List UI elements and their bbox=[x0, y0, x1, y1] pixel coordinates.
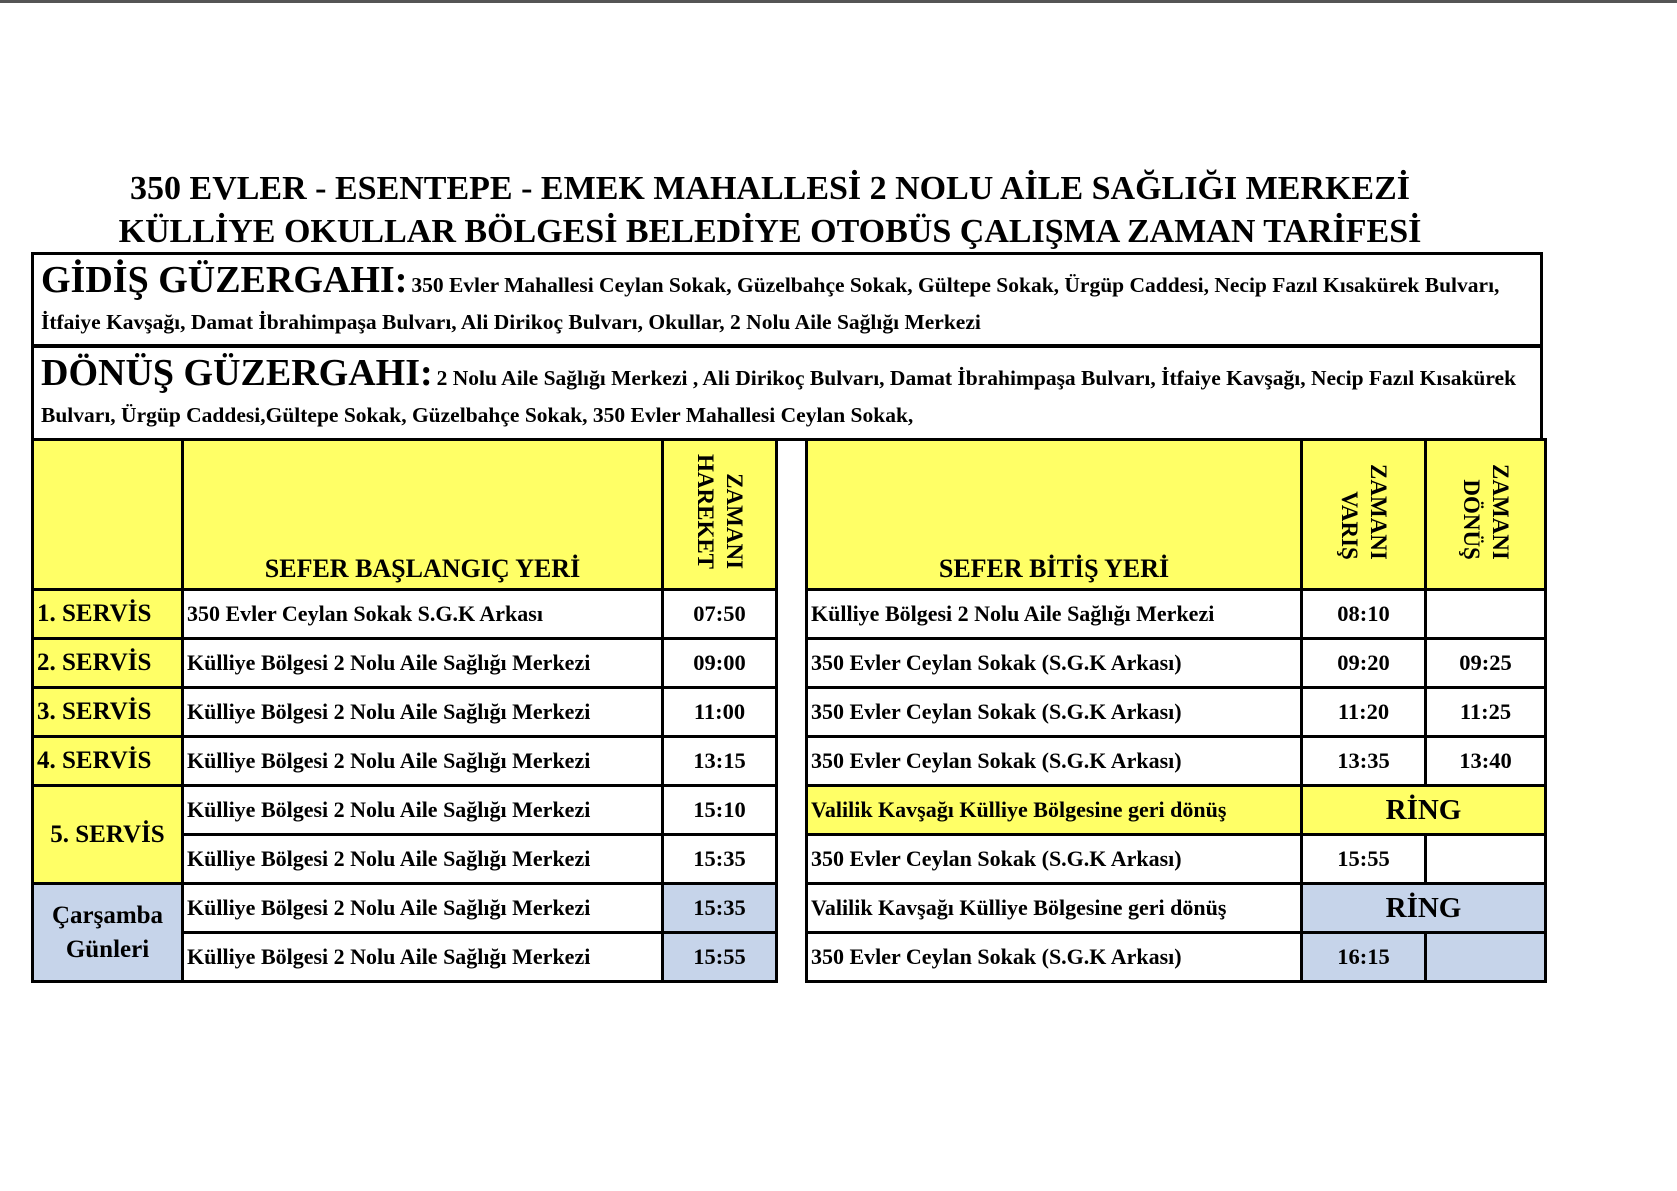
start-place: Külliye Bölgesi 2 Nolu Aile Sağlığı Merkezi bbox=[183, 639, 663, 688]
table-row bbox=[807, 884, 1546, 933]
return-route-text: 2 Nolu Aile Sağlığı Merkezi , Ali Dirikoç Bulvarı, Damat İbrahimpaşa Bulvarı, İtfaiye Kavşağı, Necip Fazıl Kısakürek Bulvarı, Ürgüp Caddesi,Gültepe Sokak, Güzelbahçe Sokak, 350 Evler Mahallesi Ceylan Sokak, bbox=[41, 366, 1517, 427]
table-row bbox=[33, 884, 777, 933]
table-row bbox=[807, 835, 1546, 884]
document-title-line-1: 350 EVLER - ESENTEPE - EMEK MAHALLESİ 2 NOLU AİLE SAĞLIĞI MERKEZİ bbox=[130, 170, 1410, 207]
table-row bbox=[807, 590, 1546, 639]
end-place: Valilik Kavşağı Külliye Bölgesine geri dönüş bbox=[807, 884, 1302, 933]
start-place: Külliye Bölgesi 2 Nolu Aile Sağlığı Merkezi bbox=[183, 786, 663, 835]
ring-label: RİNG bbox=[1302, 884, 1546, 933]
table-row bbox=[33, 590, 777, 639]
table-row bbox=[33, 786, 777, 835]
outbound-route-text: 350 Evler Mahallesi Ceylan Sokak, Güzelbahçe Sokak, Gültepe Sokak, Ürgüp Caddesi, Necip Fazıl Kısakürek Bulvarı, İtfaiye Kavşağı, Damat İbrahimpaşa Bulvarı, Ali Dirikoç Bulvarı, Okullar, 2 Nolu Aile Sağlığı Merkezi bbox=[41, 273, 1500, 334]
departure-time: 07:50 bbox=[663, 590, 777, 639]
departure-time: 09:00 bbox=[663, 639, 777, 688]
return-time: 13:40 bbox=[1426, 737, 1546, 786]
end-place: 350 Evler Ceylan Sokak (S.G.K Arkası) bbox=[807, 933, 1302, 982]
end-place: 350 Evler Ceylan Sokak (S.G.K Arkası) bbox=[807, 835, 1302, 884]
return-time: 11:25 bbox=[1426, 688, 1546, 737]
departure-time-header: HAREKET ZAMANI bbox=[663, 440, 777, 590]
table-row bbox=[807, 737, 1546, 786]
arrival-time: 09:20 bbox=[1302, 639, 1426, 688]
arrival-time: 08:10 bbox=[1302, 590, 1426, 639]
ring-label: RİNG bbox=[1302, 786, 1546, 835]
return-time bbox=[1426, 590, 1546, 639]
service-label: 3. SERVİS bbox=[33, 688, 183, 737]
return-route-box bbox=[31, 345, 1543, 441]
table-row bbox=[807, 786, 1546, 835]
outbound-route-box bbox=[31, 252, 1543, 347]
end-place: 350 Evler Ceylan Sokak (S.G.K Arkası) bbox=[807, 639, 1302, 688]
table-row bbox=[807, 933, 1546, 982]
arrival-time: 15:55 bbox=[1302, 835, 1426, 884]
departure-time: 13:15 bbox=[663, 737, 777, 786]
departure-time: 15:10 bbox=[663, 786, 777, 835]
table-row bbox=[33, 688, 777, 737]
start-place: Külliye Bölgesi 2 Nolu Aile Sağlığı Merkezi bbox=[183, 933, 663, 982]
return-time bbox=[1426, 835, 1546, 884]
wednesday-label: Çarşamba Günleri bbox=[33, 884, 183, 982]
service-label: 5. SERVİS bbox=[33, 786, 183, 884]
return-time bbox=[1426, 933, 1546, 982]
departure-time: 15:55 bbox=[663, 933, 777, 982]
arrival-time: 13:35 bbox=[1302, 737, 1426, 786]
departure-time: 11:00 bbox=[663, 688, 777, 737]
start-place: 350 Evler Ceylan Sokak S.G.K Arkası bbox=[183, 590, 663, 639]
service-label: 2. SERVİS bbox=[33, 639, 183, 688]
service-header-cell bbox=[33, 440, 183, 590]
top-border-line bbox=[0, 0, 1677, 3]
return-time: 09:25 bbox=[1426, 639, 1546, 688]
departure-time: 15:35 bbox=[663, 835, 777, 884]
table-row bbox=[807, 639, 1546, 688]
table-row bbox=[807, 688, 1546, 737]
return-route-label: DÖNÜŞ GÜZERGAHI: bbox=[41, 352, 433, 394]
arrival-time-header: VARIŞ ZAMANI bbox=[1302, 440, 1426, 590]
outbound-route-label: GİDİŞ GÜZERGAHI: bbox=[41, 259, 408, 301]
arrival-time: 16:15 bbox=[1302, 933, 1426, 982]
arrival-time: 11:20 bbox=[1302, 688, 1426, 737]
start-place: Külliye Bölgesi 2 Nolu Aile Sağlığı Merkezi bbox=[183, 737, 663, 786]
start-place-header: SEFER BAŞLANGIÇ YERİ bbox=[183, 440, 663, 590]
start-place: Külliye Bölgesi 2 Nolu Aile Sağlığı Merkezi bbox=[183, 884, 663, 933]
end-place: 350 Evler Ceylan Sokak (S.G.K Arkası) bbox=[807, 688, 1302, 737]
arrival-table bbox=[805, 438, 1547, 983]
return-time-header: DÖNÜŞ ZAMANI bbox=[1426, 440, 1546, 590]
end-place: Valilik Kavşağı Külliye Bölgesine geri dönüş bbox=[807, 786, 1302, 835]
start-place: Külliye Bölgesi 2 Nolu Aile Sağlığı Merkezi bbox=[183, 835, 663, 884]
service-label: 1. SERVİS bbox=[33, 590, 183, 639]
end-place-header: SEFER BİTİŞ YERİ bbox=[807, 440, 1302, 590]
start-place: Külliye Bölgesi 2 Nolu Aile Sağlığı Merkezi bbox=[183, 688, 663, 737]
departure-time: 15:35 bbox=[663, 884, 777, 933]
document-title-line-2: KÜLLİYE OKULLAR BÖLGESİ BELEDİYE OTOBÜS ÇALIŞMA ZAMAN TARİFESİ bbox=[118, 213, 1422, 250]
departure-table bbox=[31, 438, 778, 983]
end-place: Külliye Bölgesi 2 Nolu Aile Sağlığı Merkezi bbox=[807, 590, 1302, 639]
table-row bbox=[33, 639, 777, 688]
table-row bbox=[33, 737, 777, 786]
end-place: 350 Evler Ceylan Sokak (S.G.K Arkası) bbox=[807, 737, 1302, 786]
service-label: 4. SERVİS bbox=[33, 737, 183, 786]
